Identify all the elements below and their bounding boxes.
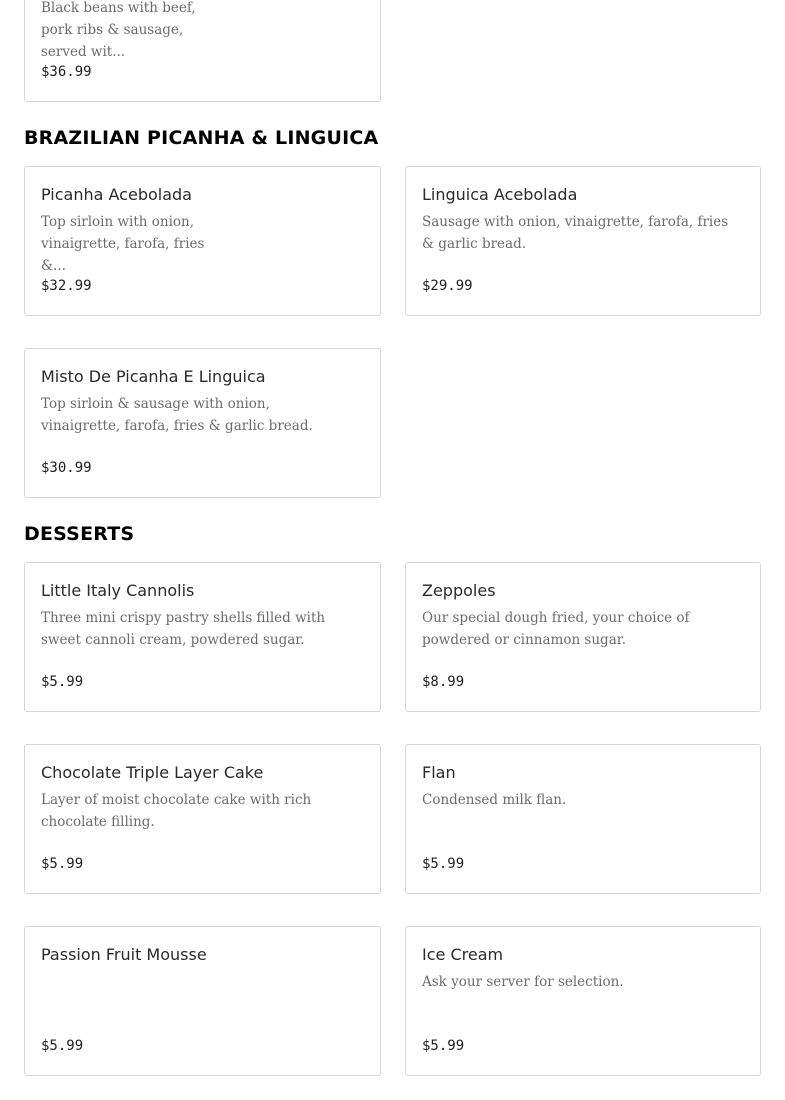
menu-item-price: $36.99 (41, 64, 92, 80)
menu-item-name: Ice Cream (422, 945, 504, 964)
menu-item-name: Linguica Acebolada (422, 185, 578, 204)
menu-item-card-chocolate-cake[interactable] (24, 744, 381, 894)
menu-item-card-zeppoles[interactable] (405, 562, 761, 712)
menu-item-name: Misto De Picanha E Linguica (41, 367, 266, 386)
menu-item-card-misto[interactable] (24, 348, 381, 498)
menu-item-description: Ask your server for selection. (422, 974, 624, 990)
menu-item-name: Chocolate Triple Layer Cake (41, 763, 264, 782)
menu-item-description: Top sirloin & sausage with onion, vinaigrette, farofa, fries & garlic bread. (41, 396, 313, 434)
menu-item-name: Passion Fruit Mousse (41, 945, 207, 964)
menu-item-name: Flan (422, 763, 456, 782)
menu-item-price: $5.99 (422, 1038, 465, 1054)
menu-item-card-ice-cream[interactable] (405, 926, 761, 1076)
menu-item-price: $30.99 (41, 460, 92, 476)
menu-item-card[interactable] (24, 0, 381, 102)
menu-item-card-passion-fruit-mousse[interactable] (24, 926, 381, 1076)
menu-item-name: Picanha Acebolada (41, 185, 192, 204)
menu-item-card-picanha-acebolada[interactable] (24, 166, 381, 316)
menu-item-price: $32.99 (41, 278, 92, 294)
section-title-desserts: DESSERTS (24, 523, 135, 545)
menu-item-price: $8.99 (422, 674, 465, 690)
menu-item-description: Our special dough fried, your choice of powdered or cinnamon sugar. (422, 610, 690, 648)
menu-item-name: Little Italy Cannolis (41, 581, 195, 600)
menu-item-card-linguica-acebolada[interactable] (405, 166, 761, 316)
menu-item-card-cannolis[interactable] (24, 562, 381, 712)
menu-item-description: Top sirloin with onion, vinaigrette, farofa, fries &... (41, 214, 205, 274)
menu-item-price: $5.99 (41, 674, 84, 690)
menu-item-price: $5.99 (422, 856, 465, 872)
section-title-picanha-linguica: BRAZILIAN PICANHA & LINGUICA (24, 127, 379, 149)
menu-item-description: Layer of moist chocolate cake with rich chocolate filling. (41, 792, 312, 830)
menu-item-description: Sausage with onion, vinaigrette, farofa, fries & garlic bread. (422, 214, 729, 252)
menu-item-price: $5.99 (41, 1038, 84, 1054)
menu-item-card-flan[interactable] (405, 744, 761, 894)
menu-item-description: Condensed milk flan. (422, 792, 567, 808)
menu-item-price: $5.99 (41, 856, 84, 872)
menu-item-name: Zeppoles (422, 581, 496, 600)
menu-item-price: $29.99 (422, 278, 473, 294)
menu-item-description: Black beans with beef, pork ribs & sausage, served wit... (41, 0, 196, 60)
menu-item-description: Three mini crispy pastry shells filled with sweet cannoli cream, powdered sugar. (41, 610, 326, 648)
